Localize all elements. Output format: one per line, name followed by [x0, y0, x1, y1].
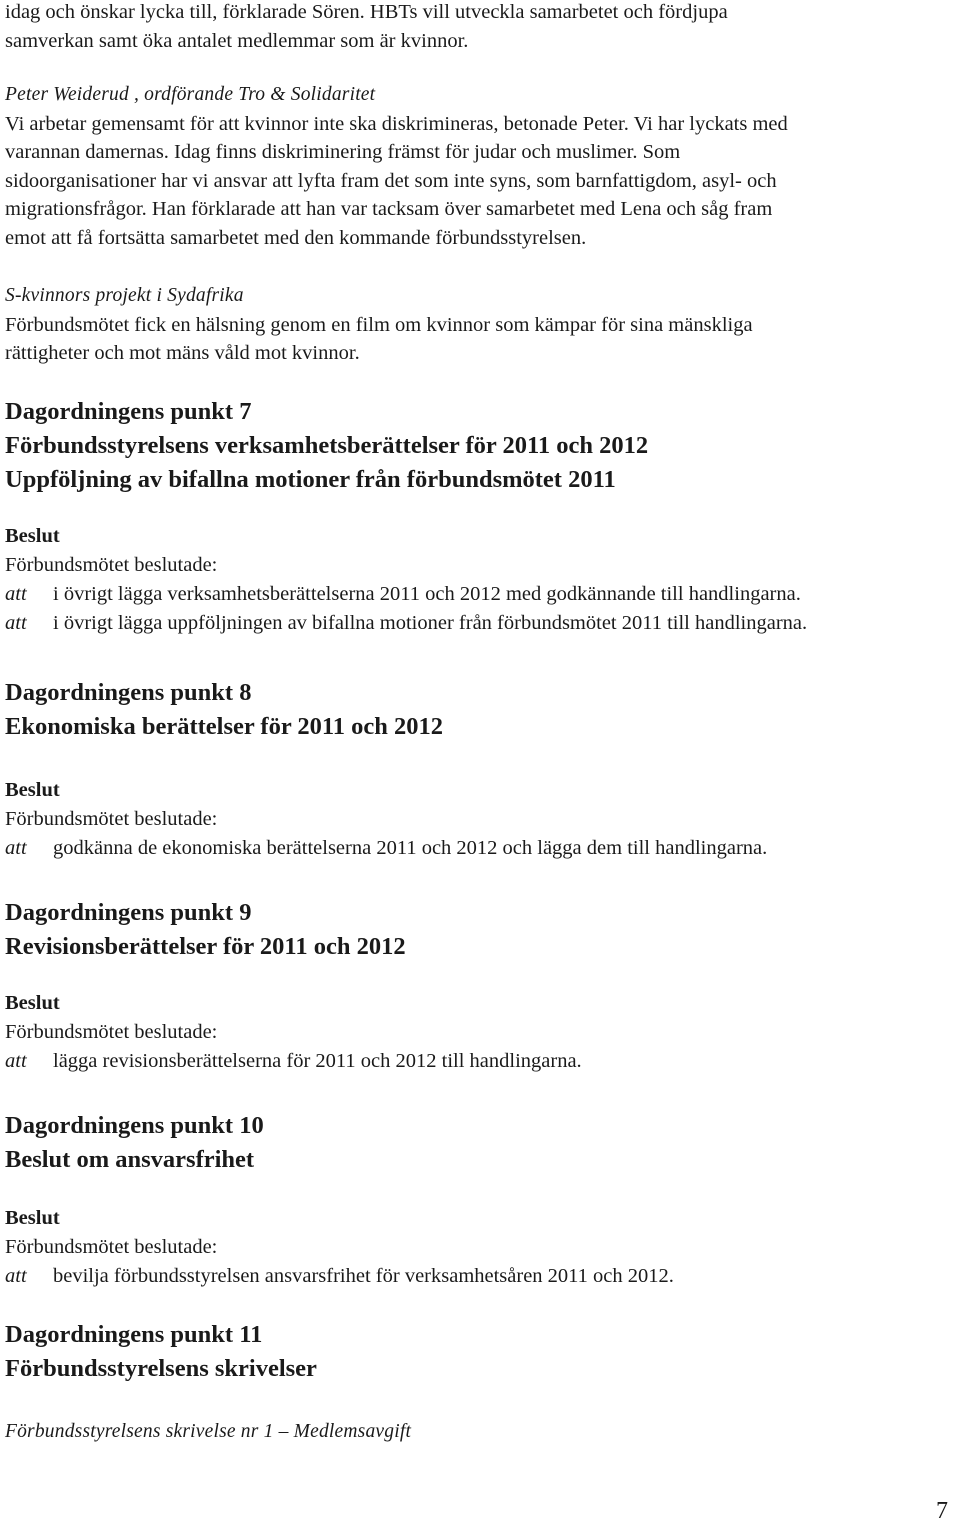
- agenda-heading: Förbundsstyrelsens verksamhetsberättelser för 2011 och 2012: [5, 432, 649, 459]
- decision-block-9: [5, 989, 582, 1076]
- agenda-item-10: [5, 1109, 264, 1177]
- att-word: att: [5, 611, 27, 634]
- speaker-line: migrationsfrågor. Han förklarade att han var tacksam över samarbetet med Lena och såg fram: [5, 198, 773, 220]
- beslut-label: Beslut: [5, 525, 60, 547]
- beslutade-label: Förbundsmötet beslutade:: [5, 554, 218, 576]
- beslut-label: Beslut: [5, 1207, 60, 1229]
- skvinnor-section: [5, 282, 753, 368]
- agenda-heading: Dagordningens punkt 7: [5, 398, 252, 425]
- agenda-heading: Dagordningens punkt 9: [5, 899, 252, 926]
- speaker-line: Vi arbetar gemensamt för att kvinnor inte ska diskrimineras, betonade Peter. Vi har lyckats med: [5, 112, 788, 135]
- page-number: 7: [936, 1498, 948, 1524]
- att-word: att: [5, 582, 27, 605]
- beslutade-label: Förbundsmötet beslutade:: [5, 1236, 218, 1258]
- section-subheading: S-kvinnors projekt i Sydafrika: [5, 285, 244, 306]
- beslutade-label: Förbundsmötet beslutade:: [5, 1021, 218, 1043]
- att-text: lägga revisionsberättelserna för 2011 och 2012 till handlingarna.: [53, 1049, 582, 1072]
- section-line: rättigheter och mot mäns våld mot kvinnor.: [5, 342, 360, 364]
- agenda-item-11: [5, 1318, 317, 1386]
- att-clause: [5, 1047, 582, 1076]
- att-text: i övrigt lägga uppföljningen av bifallna motioner från förbundsmötet 2011 till handlingarna.: [53, 611, 808, 634]
- skrivelse-subheading: Förbundsstyrelsens skrivelse nr 1 – Medlemsavgift: [5, 1421, 412, 1442]
- peter-section: [5, 81, 788, 252]
- agenda-heading: Uppföljning av bifallna motioner från förbundsmötet 2011: [5, 466, 616, 493]
- speaker-line: emot att få fortsätta samarbetet med den kommande förbundsstyrelsen.: [5, 226, 587, 249]
- intro-paragraph: [5, 0, 728, 55]
- att-clause: [5, 1262, 674, 1291]
- beslut-label: Beslut: [5, 992, 60, 1014]
- att-text: bevilja förbundsstyrelsen ansvarsfrihet för verksamhetsåren 2011 och 2012.: [53, 1264, 674, 1287]
- speaker-line: varannan damernas. Idag finns diskriminering främst för judar och muslimer. Som: [5, 141, 681, 163]
- skrivelse-section: [5, 1418, 411, 1447]
- decision-block-7: [5, 522, 807, 638]
- att-text: godkänna de ekonomiska berättelserna 2011 och 2012 och lägga dem till handlingarna.: [53, 836, 768, 859]
- speaker-heading: Peter Weiderud , ordförande Tro & Solidaritet: [5, 84, 376, 105]
- beslut-label: Beslut: [5, 779, 60, 801]
- agenda-heading: Revisionsberättelser för 2011 och 2012: [5, 933, 406, 960]
- agenda-heading: Ekonomiska berättelser för 2011 och 2012: [5, 713, 444, 740]
- intro-line: samverkan samt öka antalet medlemmar som är kvinnor.: [5, 29, 469, 52]
- decision-block-8: [5, 776, 767, 863]
- beslutade-label: Förbundsmötet beslutade:: [5, 808, 218, 830]
- att-word: att: [5, 1049, 27, 1072]
- agenda-heading: Beslut om ansvarsfrihet: [5, 1146, 255, 1173]
- agenda-heading: Dagordningens punkt 11: [5, 1321, 263, 1348]
- agenda-item-7: [5, 395, 648, 497]
- att-word: att: [5, 1264, 27, 1287]
- decision-block-10: [5, 1204, 674, 1291]
- agenda-item-8: [5, 676, 443, 744]
- intro-line: idag och önskar lycka till, förklarade Sören. HBTs vill utveckla samarbetet och fördjupa: [5, 1, 728, 23]
- att-clause: [5, 609, 807, 638]
- att-text: i övrigt lägga verksamhetsberättelserna 2011 och 2012 med godkännande till handlingarna.: [53, 582, 801, 605]
- speaker-line: sidoorganisationer har vi ansvar att lyfta fram det som inte syns, som barnfattigdom, asyl- och: [5, 169, 777, 192]
- agenda-heading: Dagordningens punkt 8: [5, 679, 252, 706]
- att-clause: [5, 580, 807, 609]
- section-line: Förbundsmötet fick en hälsning genom en film om kvinnor som kämpar för sina mänskliga: [5, 313, 753, 336]
- agenda-item-9: [5, 896, 406, 964]
- agenda-heading: Förbundsstyrelsens skrivelser: [5, 1355, 317, 1382]
- att-word: att: [5, 836, 27, 859]
- agenda-heading: Dagordningens punkt 10: [5, 1112, 264, 1139]
- att-clause: [5, 834, 767, 863]
